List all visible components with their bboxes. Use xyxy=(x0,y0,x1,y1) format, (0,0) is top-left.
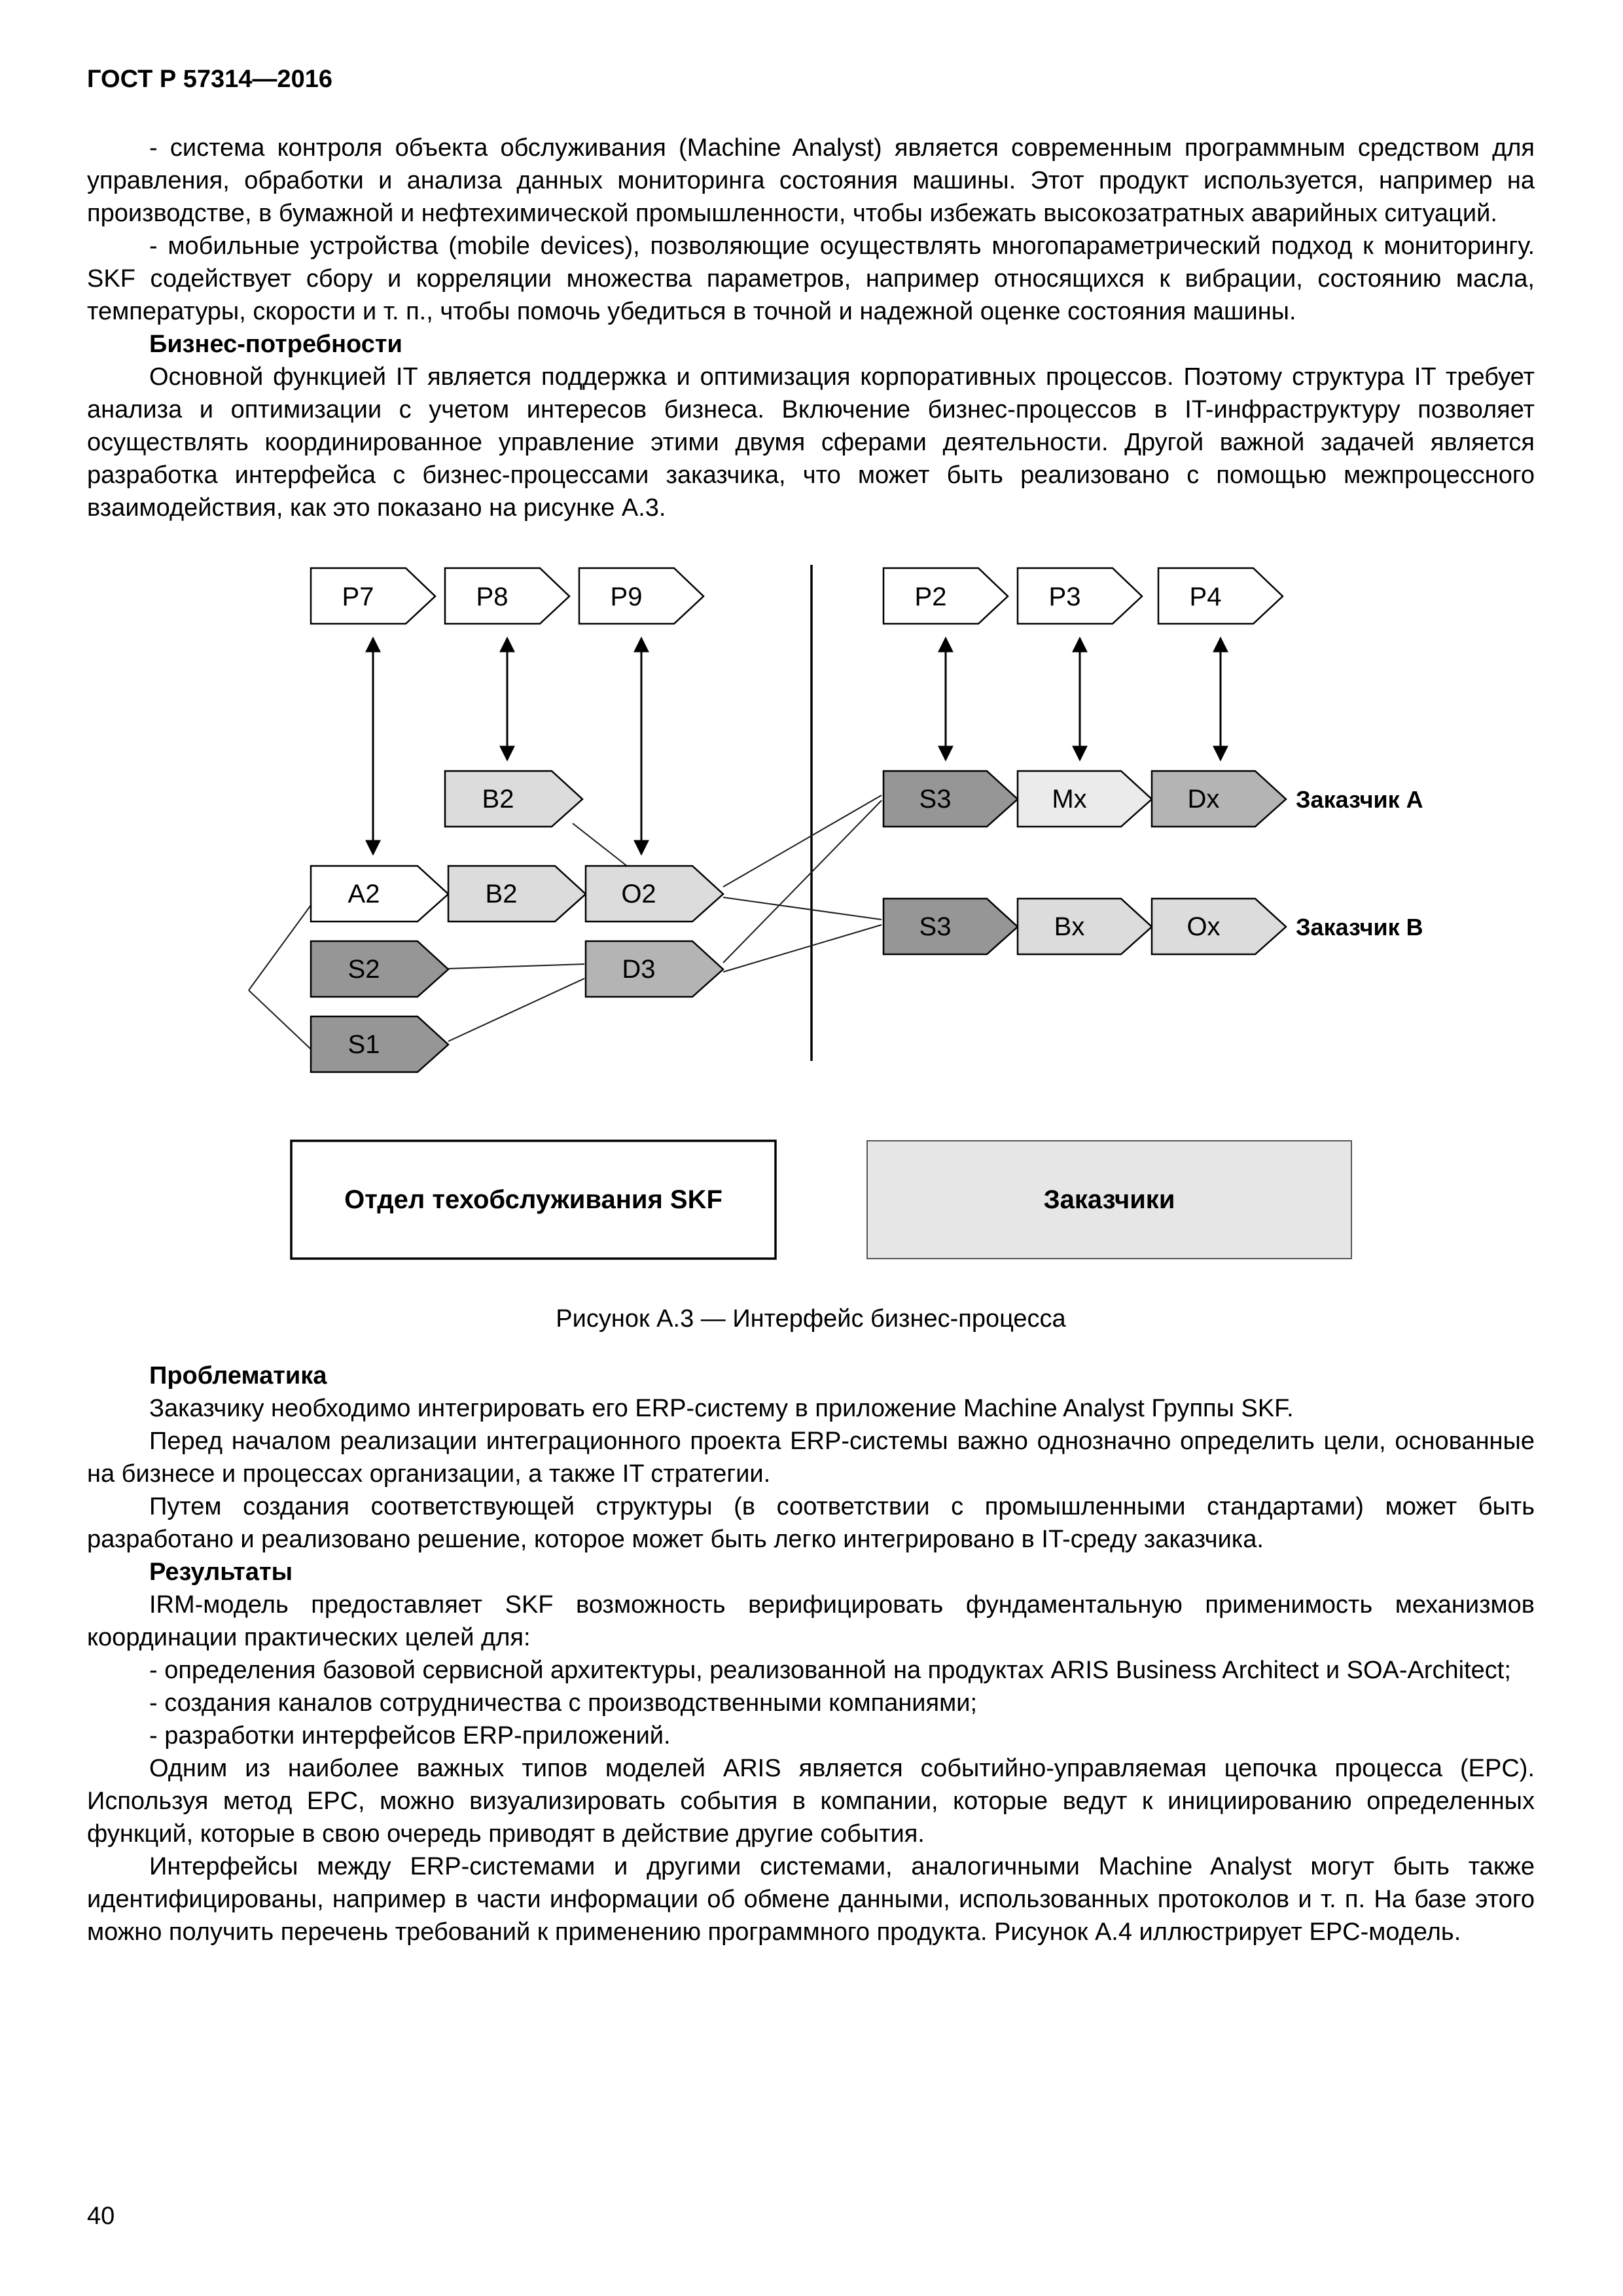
arrow-dx-label: Dx xyxy=(1187,785,1220,814)
connector-line xyxy=(723,795,882,887)
arrow-mx-label: Mx xyxy=(1052,785,1087,814)
document-title: ГОСТ Р 57314—2016 xyxy=(87,65,332,93)
connector-line xyxy=(723,925,882,972)
paragraph: Одним из наиболее важных типов моделей ARIS является событийно-управляемая цепочка процесса (EPC). Используя метод EPC, можно визуализировать события в компании, которые ведут к инициированию определенных функций, которые в свою очередь приводят в действие другие события. xyxy=(87,1755,1535,1848)
figure-a3 xyxy=(115,552,1436,1288)
page-number: 40 xyxy=(87,2202,115,2230)
top-text-block xyxy=(87,132,1535,524)
arrow-s3-b-label: S3 xyxy=(919,912,952,941)
connector-line xyxy=(448,978,584,1041)
customers-box-label: Заказчики xyxy=(1043,1185,1175,1214)
paragraph: Интерфейсы между ERP-системами и другими системами, аналогичными Machine Analyst могут быть также идентифицированы, например в части информации об обмене данными, использованных протоколов и т. п. На базе этого можно получить перечень требований к применению программного продукта. Рисунок А.4 иллюстрирует EPC-модель. xyxy=(87,1853,1535,1946)
arrow-d3-label: D3 xyxy=(622,955,656,984)
paragraph: Основной функцией IT является поддержка и оптимизация корпоративных процессов. Поэтому структура IT требует анализа и оптимизации с учетом интересов бизнеса. Включение бизнес-процессов в IT-инфраструктуру позволяет осуществлять координированное управление этими двумя сферами деятельности. Другой важной задачей является разработка интерфейса с бизнес-процессами заказчика, что может быть реализовано с помощью межпроцессного взаимодействия, как это показано на рисунке А.3. xyxy=(87,363,1535,522)
arrow-s3-a-label: S3 xyxy=(919,785,952,814)
figure-caption: Рисунок А.3 — Интерфейс бизнес-процесса xyxy=(556,1305,1066,1333)
arrow-ox-label: Ox xyxy=(1186,912,1221,941)
paragraph: IRM-модель предоставляет SKF возможность верифицировать фундаментальную применимость механизмов координации практических целей для: xyxy=(87,1591,1535,1651)
arrow-a2-label: A2 xyxy=(348,880,380,908)
business-process-diagram xyxy=(115,552,1436,1285)
arrow-s1-label: S1 xyxy=(348,1030,380,1059)
arrow-b2-label: B2 xyxy=(485,880,518,908)
skf-maintenance-box-label: Отдел техобслуживания SKF xyxy=(344,1185,722,1214)
section-heading: Результаты xyxy=(149,1558,293,1586)
paragraph: Заказчику необходимо интегрировать его ERP-систему в приложение Machine Analyst Группы SKF. xyxy=(149,1395,1294,1422)
arrow-p4-label: P4 xyxy=(1189,583,1222,611)
connector-line xyxy=(723,897,882,920)
paragraph: Перед началом реализации интеграционного проекта ERP-системы важно однозначно определить цели, основанные на бизнесе и процессах организации, а также IT стратегии. xyxy=(87,1427,1535,1488)
paragraph: - мобильные устройства (mobile devices), позволяющие осуществлять многопараметрический подход к мониторингу. SKF содействует сбору и корреляции множества параметров, например относящихся к вибрации, состоянию масла, температуры, скорости и т. п., чтобы помочь убедиться в точной и надежной оценке состояния машины. xyxy=(87,232,1535,325)
arrow-p2-label: P2 xyxy=(914,583,947,611)
paragraph: - создания каналов сотрудничества с производственными компаниями; xyxy=(149,1689,978,1717)
arrow-p8-label: P8 xyxy=(476,583,508,611)
paragraph: - система контроля объекта обслуживания (Machine Analyst) является современным программным средством для управления, обработки и анализа данных мониторинга состояния машины. Этот продукт используется, например на производстве, в бумажной и нефтехимической промышленности, чтобы избежать высокозатратных аварийных ситуаций. xyxy=(87,134,1535,227)
paragraph: - определения базовой сервисной архитектуры, реализованной на продуктах ARIS Business Architect и SOA-Architect; xyxy=(149,1657,1511,1684)
paragraph: - разработки интерфейсов ERP-приложений. xyxy=(149,1722,671,1749)
arrow-bx xyxy=(1018,899,1152,954)
bottom-text-block xyxy=(87,1359,1535,1948)
connector-line xyxy=(249,990,311,1049)
arrow-p3-label: P3 xyxy=(1048,583,1081,611)
connector-line xyxy=(249,905,311,990)
arrow-bx-label: Bx xyxy=(1054,912,1085,941)
arrow-p7-label: P7 xyxy=(342,583,374,611)
arrow-s2-label: S2 xyxy=(348,955,380,984)
arrow-o2-label: O2 xyxy=(621,880,656,908)
customer-a-label: Заказчик А xyxy=(1296,786,1423,813)
section-heading: Проблематика xyxy=(149,1362,327,1390)
connector-line xyxy=(723,800,882,963)
arrow-p9-label: P9 xyxy=(610,583,643,611)
arrow-b2-top-label: B2 xyxy=(482,785,514,814)
paragraph: Путем создания соответствующей структуры (в соответствии с промышленными стандартами) может быть разработано и реализовано решение, которое может быть легко интегрировано в IT-среду заказчика. xyxy=(87,1493,1535,1553)
customer-b-label: Заказчик В xyxy=(1296,914,1423,941)
connector-line xyxy=(448,964,584,969)
connector-line xyxy=(573,823,630,869)
section-heading: Бизнес-потребности xyxy=(149,331,402,358)
